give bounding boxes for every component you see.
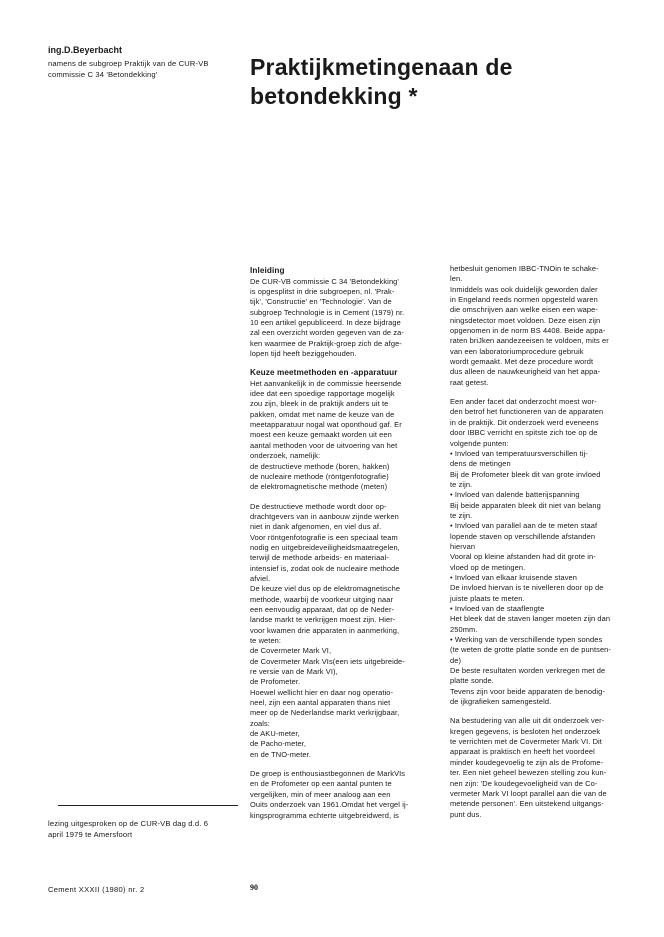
text-line: den betrof het functioneren van de apparaten xyxy=(450,407,604,417)
text-line: lopende staven op verschillende afstanden xyxy=(450,531,596,541)
text-line: Bij de Profometer bleek dit van grote invloed xyxy=(450,469,601,479)
text-line: te zijn. xyxy=(450,479,473,489)
text-line: ningsdetector moet voldoen. Deze eisen zijn xyxy=(450,315,601,325)
text-line: dens de metingen xyxy=(450,459,511,469)
paragraph-gap xyxy=(450,388,640,397)
text-line: vloed op de metingen. xyxy=(450,562,526,572)
text-line: nodig en uitgebreideveiligheidsmaatregelen, xyxy=(250,542,400,552)
text-line: de Profometer. xyxy=(250,677,301,687)
text-line: te verrichten met de Covermeter Mark VI. Dit xyxy=(450,737,602,747)
text-line: nen zijn: 'De koudegevoeligheid van de Co- xyxy=(450,778,598,788)
text-line: zal een overzicht worden gegeven van de za- xyxy=(250,328,404,338)
text-line: dus alleen de nauwkeurigheid van het appa- xyxy=(450,367,601,377)
left-text-column xyxy=(250,266,440,821)
text-line: • Invloed van parallel aan de te meten staaf xyxy=(450,521,598,531)
text-line: Tevens zijn voor beide apparaten de benodig- xyxy=(450,686,605,696)
text-line: de nucleaire methode (röntgenfotografie) xyxy=(250,471,389,481)
affiliation-line: commissie C 34 'Betondekking' xyxy=(48,70,158,79)
text-line: • Invloed van temperatuursverschillen tij- xyxy=(450,448,588,458)
text-line: subgroep Technologie is in Cement (1979) nr. xyxy=(250,307,405,317)
footnote-rule xyxy=(58,805,238,806)
text-line: de elektromagnetische methode (meten) xyxy=(250,482,388,492)
text-line: drachtgevers van in aanbouw zijnde werken xyxy=(250,511,399,521)
text-line: voor kwamen drie apparaten in aanmerking, xyxy=(250,625,400,635)
section-heading: Inleiding xyxy=(250,266,285,275)
text-line: 10 een artikel gepubliceerd. In deze bijdrage xyxy=(250,317,401,327)
text-line: De groep is enthousiastbegonnen de MarkVIs xyxy=(250,769,406,779)
text-line: Na bestudering van alle uit dit onderzoek ver- xyxy=(450,716,605,726)
text-line: 250mm. xyxy=(450,624,478,634)
text-line: de Covermeter Mark VIs(een iets uitgebreide- xyxy=(250,656,405,666)
text-line: de ijkgrafieken samengesteld. xyxy=(450,697,552,707)
text-line: Hoewel wellicht hier en daar nog operatio- xyxy=(250,687,394,697)
text-line: raat getest. xyxy=(450,377,489,387)
text-line: juiste plaats te meten. xyxy=(450,593,525,603)
text-line: Bij beide apparaten bleek dit niet van belang xyxy=(450,500,601,510)
text-line: ken waarmee de Praktijk-groep zich de afge- xyxy=(250,338,402,348)
text-line: Een ander facet dat onderzocht moest wor- xyxy=(450,397,597,407)
text-line: len. xyxy=(450,274,463,284)
text-line: neel, zijn een aantal apparaten thans niet xyxy=(250,698,391,708)
text-line: platte sonde. xyxy=(450,676,494,686)
text-line: meetapparatuur nogal wat oponthoud gaf. Er xyxy=(250,420,402,430)
text-line: afviel. xyxy=(250,573,271,583)
text-line: lopen tijd heeft beziggehouden. xyxy=(250,348,357,358)
text-line: De beste resultaten worden verkregen met de xyxy=(450,666,606,676)
title-line: Praktijkmetingenaan de xyxy=(250,54,513,80)
page-number: 90 xyxy=(250,883,258,892)
paragraph-gap xyxy=(450,707,640,716)
text-line: Ouits onderzoek van 1961.Omdat het vergel ij- xyxy=(250,800,409,810)
text-line: de AKU-meter, xyxy=(250,729,300,739)
text-line: zoals: xyxy=(250,718,271,728)
text-line: De keuze viel dus op de elektromagnetische xyxy=(250,584,401,594)
author-name: ing.D.Beyerbacht xyxy=(48,45,123,55)
text-line: Vooral op kleine afstanden had dit grote in- xyxy=(450,552,596,562)
text-line: De invloed hiervan is te nivelleren door op de xyxy=(450,583,604,593)
text-line: intensief is, zodat ook de nucleaire methode xyxy=(250,563,400,573)
text-line: • Werking van de verschillende typen sondes xyxy=(450,635,603,645)
text-line: terwijl de methode arbeids- en materiaal- xyxy=(250,553,389,563)
text-line: en de Profometer op een aantal punten te xyxy=(250,779,392,789)
text-line: De destructieve methode wordt door op- xyxy=(250,501,387,511)
text-line: opgenomen in de norm BS 4408. Beide appa- xyxy=(450,326,606,336)
text-line: wordt gemaakt. Met deze procedure wordt xyxy=(450,357,594,367)
text-line: metende personen'. Een uitstekend uitgangs- xyxy=(450,799,604,809)
text-line: (te weten de grotte platte sonde en de puntsen- xyxy=(450,645,611,655)
text-line: zou zijn, bleek in de praktijk anders uit te xyxy=(250,399,389,409)
right-text-column xyxy=(450,264,640,820)
text-line: tijk', 'Constructie' en 'Technologie'. Van de xyxy=(250,297,392,307)
footnote-line: lezing uitgesproken op de CUR-VB dag d.d. 6 xyxy=(48,819,209,828)
text-line: pakken, omdat met name de keuze van de xyxy=(250,409,395,419)
text-line: • Invloed van de staaflengte xyxy=(450,604,545,613)
text-line: en de TNO-meter. xyxy=(250,749,311,759)
text-line: Inmiddels was ook duidelijk geworden daler xyxy=(450,284,598,294)
text-line: onderzoek, namelijk: xyxy=(250,451,321,461)
text-line: landse markt te verkrijgen moest zijn. Hier- xyxy=(250,615,396,625)
text-line: door IBBC verricht en spitste zich toe op de xyxy=(450,428,598,438)
text-line: hetbesluit genomen IBBC-TNOin te schake- xyxy=(450,264,599,273)
title-line: betondekking * xyxy=(250,83,418,109)
text-line: moest een keuze gemaakt worden uit een xyxy=(250,430,392,440)
text-line: re versie van de Mark VI), xyxy=(250,667,338,677)
text-line: te zijn. xyxy=(450,510,473,520)
section-heading: Keuze meetmethoden en -apparatuur xyxy=(250,368,398,378)
text-line: aantal methoden voor de uitvoering van het xyxy=(250,440,398,450)
journal-footer: Cement XXXII (1980) nr. 2 xyxy=(48,885,145,894)
text-line: de) xyxy=(450,655,462,665)
article-title xyxy=(250,53,630,111)
text-line: Voor röntgenfotografie is een speciaal team xyxy=(250,532,398,542)
text-line: hiervan xyxy=(450,541,476,551)
text-line: ter. Een niet geheel bewezen stelling zou kun- xyxy=(450,768,607,778)
text-line: de Pacho-meter, xyxy=(250,739,307,749)
text-line: vergelijken, min of meer analoog aan een xyxy=(250,789,391,799)
text-line: raten briJken aandezeeisen te voldoen, mits er xyxy=(450,336,609,346)
paragraph-gap xyxy=(250,359,440,368)
text-line: volgende punten: xyxy=(450,438,509,448)
text-line: de destructieve methode (boren, hakken) xyxy=(250,461,390,471)
text-line: een eenvoudig apparaat, dat op de Neder- xyxy=(250,604,395,614)
text-line: Het bleek dat de staven langer moeten zijn dan xyxy=(450,614,611,624)
text-line: minder koudegevoelig te zijn als de Profome- xyxy=(450,757,604,767)
text-line: te weten: xyxy=(250,636,282,645)
text-line: De CUR-VB commissie C 34 'Betondekking' xyxy=(250,276,399,286)
text-line: in Engeland reeds normen opgesteld waren xyxy=(450,295,598,305)
affiliation-line: namens de subgroep Praktijk van de CUR-VB xyxy=(48,59,209,68)
text-line: punt dus. xyxy=(450,809,482,819)
text-line: vermeter Mark VI loopt parallel aan die van de xyxy=(450,788,607,798)
text-line: van een laboratoriumprocedure gebruik xyxy=(450,346,584,356)
text-line: niet in dank afgenomen, en viel dus af. xyxy=(250,522,382,532)
footnote xyxy=(48,818,248,840)
text-line: methode, waarbij de voorkeur uitging naar xyxy=(250,594,394,604)
text-line: kregen gegevens, is besloten het onderzoek xyxy=(450,726,601,736)
text-line: die omschrijven aan welke eisen een wape- xyxy=(450,305,598,315)
paragraph-gap xyxy=(250,493,440,502)
text-line: kingsprogramma echterte uitgebreidwerd, is xyxy=(250,810,399,820)
paragraph-gap xyxy=(250,760,440,769)
text-line: Het aanvankelijk in de commissie heersende xyxy=(250,378,402,388)
text-line: • Invloed van elkaar kruisende staven xyxy=(450,572,578,582)
text-line: is opgesplitst in drie subgroepen, nl. 'Prak- xyxy=(250,286,395,296)
text-line: meer op de Nederlandse markt verkrijgbaar, xyxy=(250,708,400,718)
text-line: in de praktijk. Dit onderzoek werd eveneens xyxy=(450,417,599,427)
text-line: • Invloed van dalende batterijspanning xyxy=(450,490,580,500)
text-line: de Covermeter Mark VI, xyxy=(250,646,332,656)
author-affiliation xyxy=(48,58,253,80)
footnote-line: april 1979 te Amersfoort xyxy=(48,830,133,839)
text-line: apparaat is praktisch en heeft het voordeel xyxy=(450,747,595,757)
text-line: idee dat een spoedige rapportage mogelijk xyxy=(250,389,395,399)
